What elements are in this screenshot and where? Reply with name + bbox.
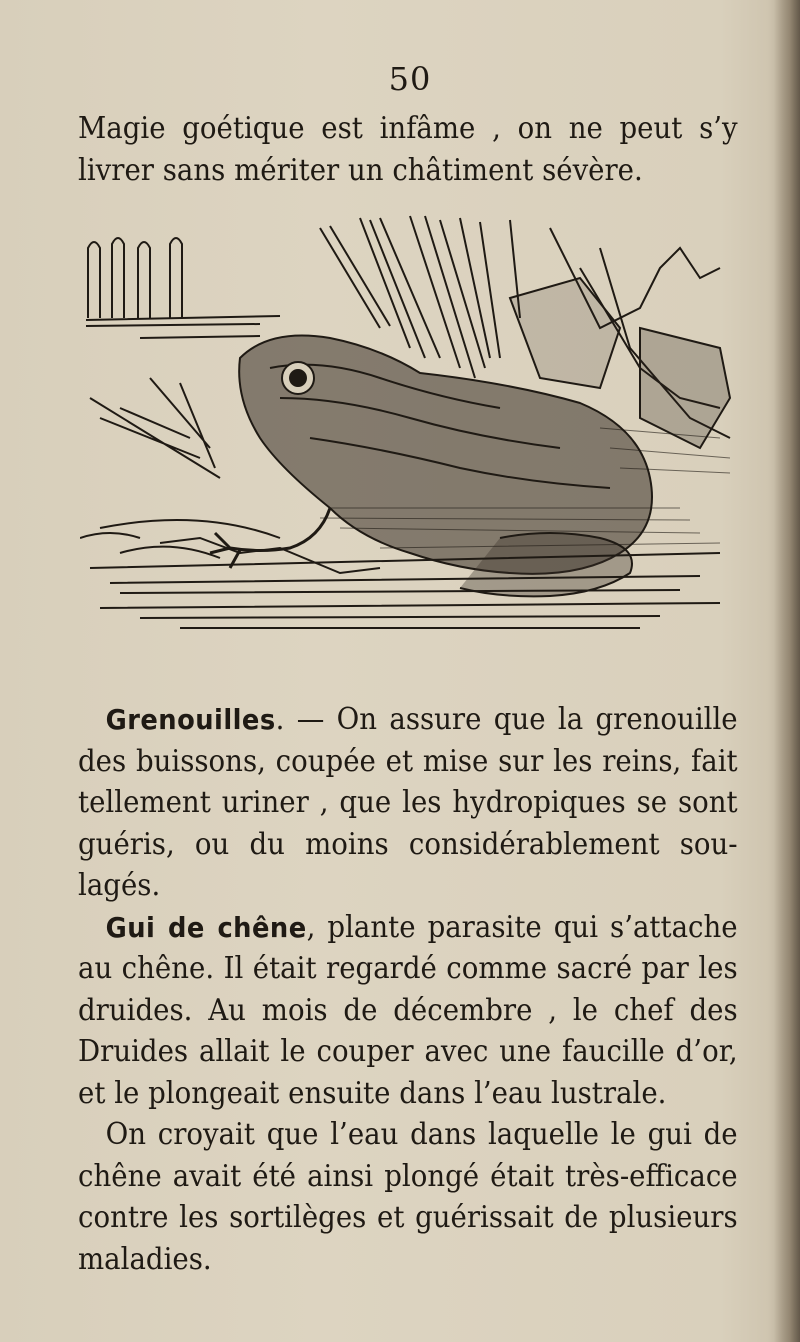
page-number: 50: [388, 60, 432, 98]
entry-text: . — On assure que la grenouille des buissons, coupée et mise sur les reins, fait tellement uriner , que les hydropiques se sont guéris, ou du moins considérablement sou-lagés.: [78, 702, 738, 903]
entries-section: [78, 699, 738, 1280]
closing-paragraph: On croyait que l’eau dans laquelle le gui de chêne avait été ainsi plongé était très-efficace contre les sortilèges et guérissait de plusieurs maladies.: [78, 1117, 738, 1277]
intro-text: Magie goétique est infâme , on ne peut s’y livrer sans mériter un châtiment sévère.: [78, 111, 738, 188]
intro-paragraph: [78, 108, 738, 191]
entry-heading: Grenouilles: [105, 703, 276, 736]
entry-grenouilles: [78, 699, 738, 907]
page-edge-shadow: [774, 0, 800, 1342]
entry-text: , plante parasite qui s’attache au chêne. Il était regardé comme sacré par les druides. Au mois de décembre , le chef des Druides allait le couper avec une faucille d’or, et le plongeait ensuite dans l’eau lustrale.: [78, 909, 738, 1111]
entry-heading: Gui de chêne: [105, 910, 307, 944]
frog-engraving-icon: [80, 208, 740, 678]
entry-gui-de-chene: [78, 907, 738, 1115]
